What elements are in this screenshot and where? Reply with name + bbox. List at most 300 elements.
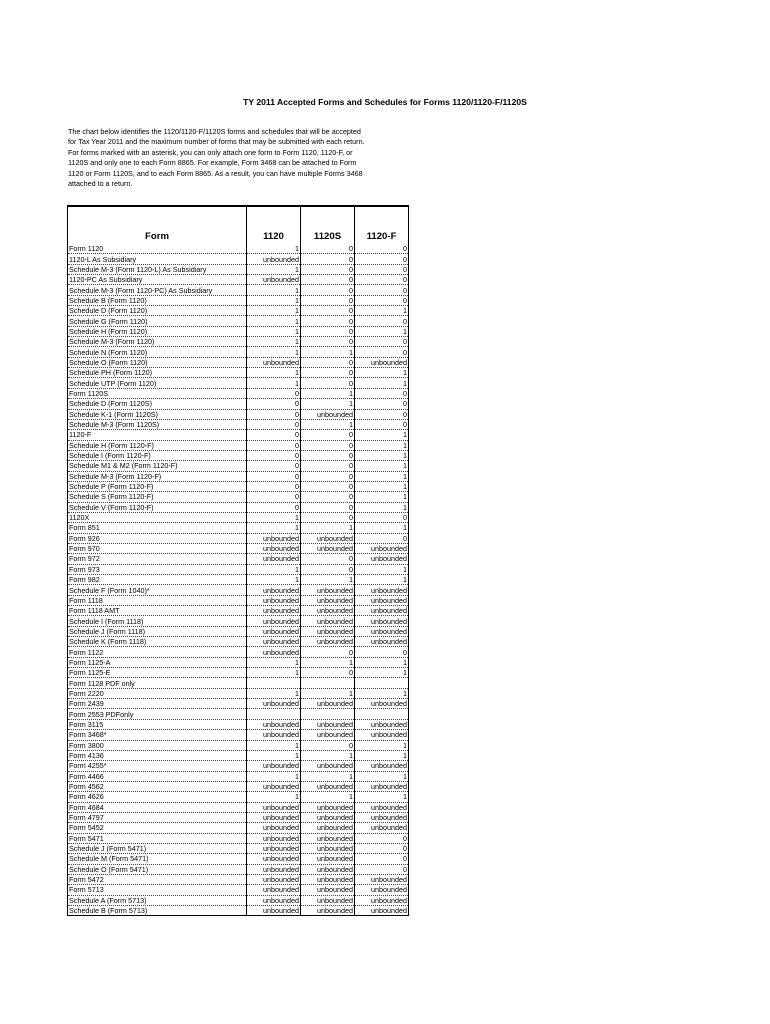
table-row [68, 554, 409, 564]
table-row [68, 502, 409, 512]
count-1120f-cell: 1 [355, 502, 409, 512]
form-name-cell: Form 3468* [68, 730, 247, 740]
count-1120-cell: unbounded [247, 637, 301, 647]
count-1120f-cell: 0 [355, 244, 409, 254]
intro-line: For forms marked with an asterisk, you can only attach one form to Form 1120, 1120-F, or [68, 147, 353, 157]
count-1120s-cell: unbounded [301, 637, 355, 647]
count-1120-cell: unbounded [247, 864, 301, 874]
count-1120s-cell: 1 [301, 347, 355, 357]
table-row [68, 688, 409, 698]
count-1120-cell: unbounded [247, 699, 301, 709]
count-1120-cell: 1 [247, 523, 301, 533]
count-1120f-cell: unbounded [355, 802, 409, 812]
table-row [68, 368, 409, 378]
table-row [68, 533, 409, 543]
table-row [68, 471, 409, 481]
table-row [68, 440, 409, 450]
count-1120-cell: 0 [247, 461, 301, 471]
count-1120s-cell: 0 [301, 450, 355, 460]
form-name-cell: Form 1118 AMT [68, 606, 247, 616]
count-1120-cell: 1 [247, 750, 301, 760]
count-1120-cell: 1 [247, 306, 301, 316]
count-1120f-cell: unbounded [355, 812, 409, 822]
form-name-cell: 1120-F [68, 430, 247, 440]
count-1120s-cell: 1 [301, 792, 355, 802]
table-row [68, 781, 409, 791]
count-1120-cell: 1 [247, 378, 301, 388]
count-1120f-cell: 0 [355, 864, 409, 874]
count-1120s-cell: 0 [301, 254, 355, 264]
count-1120-cell: unbounded [247, 802, 301, 812]
table-row [68, 585, 409, 595]
form-name-cell: Schedule H (Form 1120) [68, 326, 247, 336]
count-1120f-cell: 1 [355, 575, 409, 585]
form-name-cell: Schedule I (Form 1118) [68, 616, 247, 626]
table-row [68, 895, 409, 905]
table-row [68, 740, 409, 750]
count-1120-cell: 1 [247, 326, 301, 336]
count-1120f-cell: unbounded [355, 885, 409, 895]
count-1120f-cell: 1 [355, 306, 409, 316]
count-1120s-cell: 1 [301, 523, 355, 533]
count-1120-cell: 0 [247, 481, 301, 491]
count-1120-cell: 0 [247, 502, 301, 512]
table-row [68, 399, 409, 409]
form-name-cell: Schedule UTP (Form 1120) [68, 378, 247, 388]
table-row [68, 637, 409, 647]
count-1120-cell: 0 [247, 388, 301, 398]
form-name-cell: 1120-L As Subsidiary [68, 254, 247, 264]
count-1120f-cell: 0 [355, 316, 409, 326]
count-1120f-cell: unbounded [355, 357, 409, 367]
count-1120-cell: unbounded [247, 843, 301, 853]
count-1120-cell: 0 [247, 492, 301, 502]
count-1120f-cell: 1 [355, 461, 409, 471]
count-1120-cell: 0 [247, 399, 301, 409]
form-name-cell: Form 1118 [68, 595, 247, 605]
intro-line: 1120S and only one to each Form 8865. For example, Form 3468 can be attached to Form [68, 158, 357, 168]
count-1120f-cell: 0 [355, 833, 409, 843]
count-1120f-cell: 1 [355, 492, 409, 502]
count-1120s-cell: unbounded [301, 802, 355, 812]
count-1120s-cell: unbounded [301, 543, 355, 553]
table-row [68, 575, 409, 585]
intro-line: 1120 or Form 1120S, and to each Form 8865. As a result, you can have multiple Forms 3468 [68, 168, 363, 178]
count-1120f-cell: 0 [355, 843, 409, 853]
count-1120s-cell: 1 [301, 771, 355, 781]
count-1120f-cell: 0 [355, 264, 409, 274]
form-name-cell: Schedule K-1 (Form 1120S) [68, 409, 247, 419]
count-1120-cell: unbounded [247, 885, 301, 895]
table-row [68, 616, 409, 626]
table-row [68, 564, 409, 574]
form-name-cell: 1120X [68, 512, 247, 522]
count-1120f-cell: 1 [355, 523, 409, 533]
form-name-cell: Form 851 [68, 523, 247, 533]
count-1120f-cell: unbounded [355, 730, 409, 740]
table-row [68, 244, 409, 254]
count-1120f-cell: 0 [355, 409, 409, 419]
table-row [68, 885, 409, 895]
count-1120s-cell: unbounded [301, 533, 355, 543]
count-1120f-cell: 1 [355, 450, 409, 460]
count-1120s-cell: 0 [301, 337, 355, 347]
table-row [68, 792, 409, 802]
table-row [68, 337, 409, 347]
count-1120f-cell: 1 [355, 688, 409, 698]
count-1120-cell: unbounded [247, 554, 301, 564]
table-row [68, 430, 409, 440]
count-1120-cell: unbounded [247, 730, 301, 740]
count-1120f-cell [355, 678, 409, 688]
table-row [68, 306, 409, 316]
count-1120s-cell: unbounded [301, 616, 355, 626]
table-row [68, 543, 409, 553]
count-1120f-cell: 1 [355, 368, 409, 378]
count-1120s-cell: 0 [301, 481, 355, 491]
count-1120-cell: 0 [247, 419, 301, 429]
count-1120-cell: 1 [247, 368, 301, 378]
count-1120-cell: 1 [247, 295, 301, 305]
count-1120s-cell: unbounded [301, 823, 355, 833]
form-name-cell: Schedule I (Form 1120-F) [68, 450, 247, 460]
table-row [68, 647, 409, 657]
table-row [68, 771, 409, 781]
table-row [68, 347, 409, 357]
table-row [68, 864, 409, 874]
count-1120s-cell: 1 [301, 388, 355, 398]
form-name-cell: Form 1128 PDF only [68, 678, 247, 688]
count-1120-cell: 1 [247, 564, 301, 574]
table-row [68, 719, 409, 729]
count-1120-cell: 1 [247, 668, 301, 678]
count-1120s-cell: unbounded [301, 906, 355, 916]
count-1120f-cell: 1 [355, 378, 409, 388]
count-1120-cell: 0 [247, 430, 301, 440]
count-1120s-cell [301, 709, 355, 719]
count-1120s-cell: 0 [301, 668, 355, 678]
count-1120f-cell [355, 709, 409, 719]
count-1120s-cell: unbounded [301, 874, 355, 884]
count-1120s-cell: 1 [301, 419, 355, 429]
table-row [68, 450, 409, 460]
table-row [68, 316, 409, 326]
form-name-cell: Schedule M (Form 5471) [68, 854, 247, 864]
count-1120s-cell: unbounded [301, 626, 355, 636]
count-1120-cell: unbounded [247, 833, 301, 843]
count-1120-cell: unbounded [247, 275, 301, 285]
form-name-cell: Schedule J (Form 5471) [68, 843, 247, 853]
count-1120s-cell: 0 [301, 554, 355, 564]
form-name-cell: Schedule K (Form 1118) [68, 637, 247, 647]
form-name-cell: Schedule M-3 (Form 1120-F) [68, 471, 247, 481]
count-1120s-cell: unbounded [301, 864, 355, 874]
column-header-1120f: 1120-F [355, 206, 409, 244]
count-1120-cell: unbounded [247, 874, 301, 884]
count-1120s-cell: unbounded [301, 833, 355, 843]
count-1120s-cell: 0 [301, 378, 355, 388]
form-name-cell: Schedule B (Form 1120) [68, 295, 247, 305]
count-1120s-cell: 0 [301, 357, 355, 367]
count-1120-cell: unbounded [247, 626, 301, 636]
form-name-cell: Form 970 [68, 543, 247, 553]
count-1120s-cell: 0 [301, 368, 355, 378]
count-1120-cell: unbounded [247, 357, 301, 367]
form-name-cell: Schedule A (Form 5713) [68, 895, 247, 905]
count-1120s-cell [301, 678, 355, 688]
intro-line: The chart below identifies the 1120/1120-F/1120S forms and schedules that will be accepted [68, 127, 361, 136]
table-row [68, 854, 409, 864]
count-1120s-cell: unbounded [301, 895, 355, 905]
count-1120f-cell: unbounded [355, 719, 409, 729]
count-1120s-cell: 1 [301, 688, 355, 698]
count-1120f-cell: 1 [355, 564, 409, 574]
count-1120s-cell: 0 [301, 492, 355, 502]
forms-table [67, 205, 409, 916]
table-row [68, 419, 409, 429]
form-name-cell: Schedule H (Form 1120-F) [68, 440, 247, 450]
table-row [68, 761, 409, 771]
table-row [68, 357, 409, 367]
form-name-cell: Form 4255* [68, 761, 247, 771]
table-row [68, 388, 409, 398]
count-1120-cell: 0 [247, 440, 301, 450]
count-1120s-cell: 0 [301, 647, 355, 657]
form-name-cell: Schedule M-3 (Form 1120S) [68, 419, 247, 429]
count-1120s-cell: unbounded [301, 885, 355, 895]
count-1120-cell: 1 [247, 347, 301, 357]
table-row [68, 492, 409, 502]
form-name-cell: Schedule M-3 (Form 1120-PC) As Subsidiary [68, 285, 247, 295]
count-1120f-cell: unbounded [355, 606, 409, 616]
count-1120-cell: unbounded [247, 606, 301, 616]
form-name-cell: Form 2220 [68, 688, 247, 698]
table-row [68, 606, 409, 616]
count-1120-cell: unbounded [247, 543, 301, 553]
count-1120s-cell: unbounded [301, 761, 355, 771]
form-name-cell: Form 972 [68, 554, 247, 564]
form-name-cell: Schedule M-3 (Form 1120-L) As Subsidiary [68, 264, 247, 274]
count-1120f-cell: 0 [355, 337, 409, 347]
count-1120s-cell: 0 [301, 306, 355, 316]
table-row [68, 906, 409, 916]
table-row [68, 626, 409, 636]
count-1120-cell: unbounded [247, 254, 301, 264]
count-1120s-cell: unbounded [301, 812, 355, 822]
column-header-1120: 1120 [247, 206, 301, 244]
form-name-cell: Schedule V (Form 1120-F) [68, 502, 247, 512]
count-1120-cell: 1 [247, 688, 301, 698]
table-row [68, 678, 409, 688]
table-row [68, 523, 409, 533]
form-name-cell: Form 3800 [68, 740, 247, 750]
count-1120f-cell: unbounded [355, 554, 409, 564]
count-1120f-cell: 1 [355, 668, 409, 678]
form-name-cell: Form 4136 [68, 750, 247, 760]
form-name-cell: Schedule PH (Form 1120) [68, 368, 247, 378]
count-1120f-cell: unbounded [355, 761, 409, 771]
count-1120f-cell: 1 [355, 471, 409, 481]
form-name-cell: Form 4466 [68, 771, 247, 781]
forms-table-body [68, 244, 409, 916]
form-name-cell: Form 1120 [68, 244, 247, 254]
form-name-cell: Form 3115 [68, 719, 247, 729]
count-1120f-cell: unbounded [355, 637, 409, 647]
form-name-cell: Schedule S (Form 1120-F) [68, 492, 247, 502]
count-1120s-cell: 0 [301, 502, 355, 512]
table-row [68, 275, 409, 285]
count-1120-cell: 1 [247, 244, 301, 254]
count-1120s-cell: 0 [301, 316, 355, 326]
table-row [68, 709, 409, 719]
form-name-cell: Form 4562 [68, 781, 247, 791]
count-1120f-cell: unbounded [355, 895, 409, 905]
count-1120f-cell: unbounded [355, 906, 409, 916]
count-1120f-cell: unbounded [355, 699, 409, 709]
count-1120s-cell: unbounded [301, 843, 355, 853]
form-name-cell: 1120-PC As Subsidiary [68, 275, 247, 285]
table-row [68, 326, 409, 336]
form-name-cell: Form 982 [68, 575, 247, 585]
table-header-row [68, 206, 409, 244]
count-1120-cell: unbounded [247, 585, 301, 595]
count-1120f-cell: unbounded [355, 823, 409, 833]
count-1120s-cell: 1 [301, 399, 355, 409]
count-1120s-cell: unbounded [301, 781, 355, 791]
count-1120f-cell: unbounded [355, 781, 409, 791]
count-1120-cell: unbounded [247, 854, 301, 864]
count-1120-cell: unbounded [247, 616, 301, 626]
form-name-cell: Form 4684 [68, 802, 247, 812]
count-1120-cell: unbounded [247, 595, 301, 605]
count-1120-cell: 1 [247, 285, 301, 295]
count-1120f-cell: 1 [355, 657, 409, 667]
count-1120f-cell: 0 [355, 419, 409, 429]
count-1120f-cell: 1 [355, 750, 409, 760]
form-name-cell: Form 5472 [68, 874, 247, 884]
table-row [68, 874, 409, 884]
form-name-cell: Form 2439 [68, 699, 247, 709]
table-row [68, 699, 409, 709]
count-1120s-cell: 0 [301, 264, 355, 274]
form-name-cell: Schedule G (Form 1120) [68, 316, 247, 326]
table-row [68, 254, 409, 264]
count-1120f-cell: 0 [355, 647, 409, 657]
count-1120s-cell: 0 [301, 740, 355, 750]
count-1120s-cell: 0 [301, 461, 355, 471]
form-name-cell: Form 4797 [68, 812, 247, 822]
count-1120f-cell: 0 [355, 285, 409, 295]
count-1120s-cell: unbounded [301, 730, 355, 740]
count-1120-cell: 1 [247, 771, 301, 781]
count-1120-cell: unbounded [247, 761, 301, 771]
count-1120f-cell: 0 [355, 399, 409, 409]
count-1120-cell: 1 [247, 740, 301, 750]
count-1120s-cell: unbounded [301, 409, 355, 419]
form-name-cell: Schedule F (Form 1040)* [68, 585, 247, 595]
count-1120f-cell: unbounded [355, 585, 409, 595]
count-1120-cell: 1 [247, 575, 301, 585]
count-1120f-cell: 1 [355, 430, 409, 440]
count-1120f-cell: 0 [355, 854, 409, 864]
table-row [68, 409, 409, 419]
count-1120s-cell: unbounded [301, 854, 355, 864]
column-header-1120s: 1120S [301, 206, 355, 244]
form-name-cell: Form 2553 PDFonly [68, 709, 247, 719]
count-1120f-cell: 0 [355, 388, 409, 398]
count-1120f-cell: unbounded [355, 626, 409, 636]
form-name-cell: Schedule O (Form 1120) [68, 357, 247, 367]
count-1120-cell: 1 [247, 657, 301, 667]
table-row [68, 730, 409, 740]
intro-paragraph [68, 127, 413, 189]
count-1120f-cell: unbounded [355, 543, 409, 553]
table-row [68, 285, 409, 295]
count-1120f-cell: 0 [355, 512, 409, 522]
form-name-cell: Form 1125-A [68, 657, 247, 667]
column-header-form: Form [68, 206, 247, 244]
form-name-cell: Form 973 [68, 564, 247, 574]
count-1120s-cell: unbounded [301, 606, 355, 616]
count-1120-cell [247, 678, 301, 688]
table-row [68, 833, 409, 843]
count-1120-cell: unbounded [247, 823, 301, 833]
intro-line: for Tax Year 2011 and the maximum number of forms that may be submitted with each return. [68, 137, 365, 147]
count-1120f-cell: unbounded [355, 595, 409, 605]
table-row [68, 657, 409, 667]
table-row [68, 843, 409, 853]
count-1120f-cell: 0 [355, 254, 409, 264]
count-1120f-cell: 0 [355, 275, 409, 285]
count-1120-cell: 1 [247, 316, 301, 326]
table-row [68, 512, 409, 522]
count-1120f-cell: 1 [355, 326, 409, 336]
count-1120f-cell: 0 [355, 533, 409, 543]
count-1120-cell: unbounded [247, 781, 301, 791]
table-row [68, 750, 409, 760]
count-1120s-cell: 1 [301, 750, 355, 760]
table-row [68, 481, 409, 491]
count-1120-cell: unbounded [247, 906, 301, 916]
count-1120s-cell: 0 [301, 440, 355, 450]
count-1120s-cell: 0 [301, 295, 355, 305]
count-1120s-cell: 0 [301, 564, 355, 574]
count-1120s-cell: 0 [301, 244, 355, 254]
count-1120f-cell: 1 [355, 771, 409, 781]
count-1120-cell: unbounded [247, 895, 301, 905]
form-name-cell: Schedule M-3 (Form 1120) [68, 337, 247, 347]
intro-line: attached to a return. [68, 179, 133, 189]
form-name-cell: Form 1125-E [68, 668, 247, 678]
count-1120-cell: 0 [247, 409, 301, 419]
count-1120s-cell: 0 [301, 275, 355, 285]
form-name-cell: Form 5452 [68, 823, 247, 833]
form-name-cell: Schedule O (Form 5471) [68, 864, 247, 874]
count-1120-cell: 1 [247, 792, 301, 802]
form-name-cell: Form 926 [68, 533, 247, 543]
count-1120s-cell: 0 [301, 471, 355, 481]
table-row [68, 802, 409, 812]
count-1120-cell: 1 [247, 512, 301, 522]
table-row [68, 595, 409, 605]
count-1120s-cell: 0 [301, 430, 355, 440]
table-row [68, 812, 409, 822]
count-1120f-cell: unbounded [355, 874, 409, 884]
table-row [68, 823, 409, 833]
count-1120-cell: unbounded [247, 533, 301, 543]
count-1120s-cell: 0 [301, 285, 355, 295]
count-1120f-cell: 1 [355, 740, 409, 750]
